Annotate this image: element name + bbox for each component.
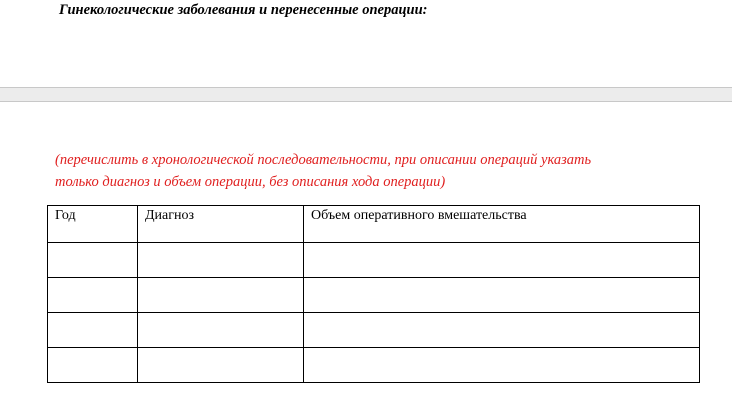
table-cell-surgery-scope[interactable] (304, 348, 700, 383)
instruction-text (55, 149, 705, 193)
table-cell-year[interactable] (48, 278, 138, 313)
column-header-diagnosis: Диагноз (138, 206, 304, 243)
table-row (48, 278, 700, 313)
page-break-gap (0, 87, 732, 102)
table-cell-diagnosis[interactable] (138, 278, 304, 313)
column-header-year: Год (48, 206, 138, 243)
table-row (48, 243, 700, 278)
table-cell-surgery-scope[interactable] (304, 278, 700, 313)
section-heading: Гинекологические заболевания и перенесенные операции: (59, 2, 428, 18)
table-cell-diagnosis[interactable] (138, 313, 304, 348)
table-cell-surgery-scope[interactable] (304, 313, 700, 348)
column-header-surgery-scope: Объем оперативного вмешательства (304, 206, 700, 243)
table-row (48, 313, 700, 348)
table-cell-year[interactable] (48, 313, 138, 348)
table-cell-diagnosis[interactable] (138, 243, 304, 278)
document-page-upper (0, 0, 732, 87)
table-cell-year[interactable] (48, 348, 138, 383)
table-row (48, 348, 700, 383)
operations-table (47, 205, 700, 383)
table-cell-year[interactable] (48, 243, 138, 278)
instruction-line-2: только диагноз и объем операции, без описания хода операции) (55, 174, 446, 190)
table-cell-surgery-scope[interactable] (304, 243, 700, 278)
table-cell-diagnosis[interactable] (138, 348, 304, 383)
table-header-row (48, 206, 700, 243)
instruction-line-1: (перечислить в хронологической последовательности, при описании операций указать (55, 152, 592, 168)
